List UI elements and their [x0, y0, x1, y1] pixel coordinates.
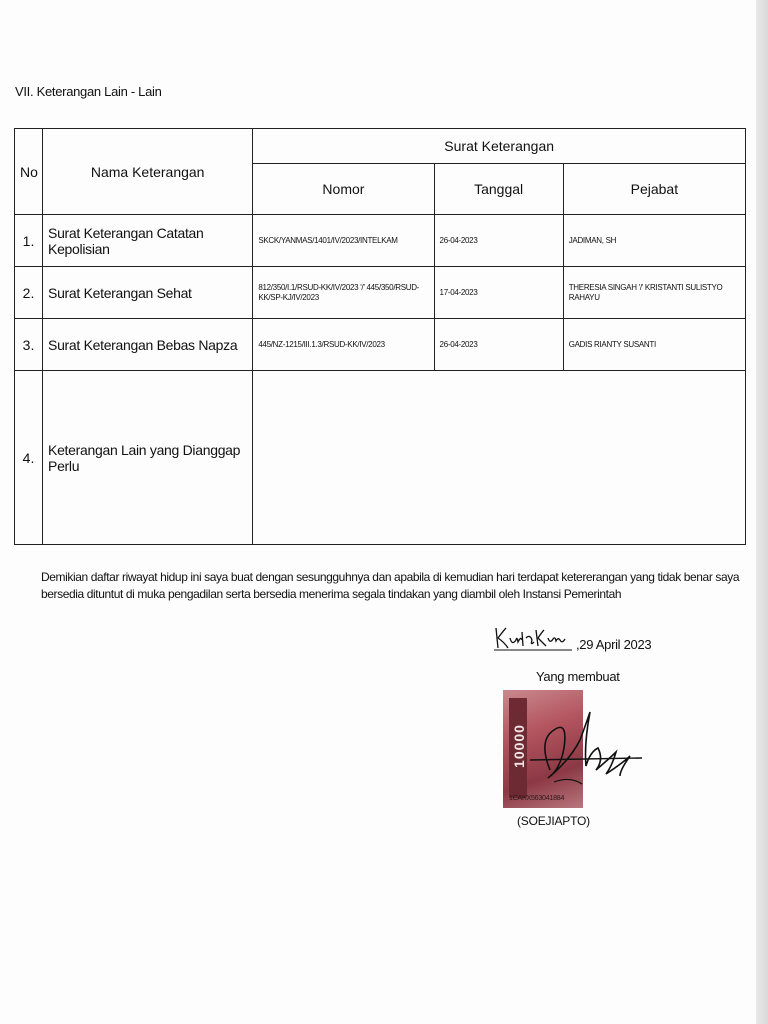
row-no: 2.	[15, 267, 43, 319]
row-nama: Surat Keterangan Bebas Napza	[43, 319, 253, 371]
stamp-serial: 1CAKX563041884	[509, 795, 565, 802]
stamp-value: 10000	[510, 724, 527, 768]
signature	[520, 700, 645, 800]
row-no: 4.	[15, 371, 43, 545]
row-no: 3.	[15, 319, 43, 371]
section-title: VII. Keterangan Lain - Lain	[15, 84, 162, 99]
table-row	[15, 371, 746, 545]
header-nama: Nama Keterangan	[43, 129, 253, 215]
row-empty-cell	[253, 371, 746, 545]
table-row	[15, 267, 746, 319]
row-nomor: SKCK/YANMAS/1401/IV/2023/INTELKAM	[253, 215, 434, 267]
row-pejabat: THERESIA SINGAH '/' KRISTANTI SULISTYO RAHAYU	[563, 267, 745, 319]
keterangan-table	[14, 128, 746, 545]
header-pejabat: Pejabat	[563, 164, 745, 215]
header-surat: Surat Keterangan	[253, 129, 746, 164]
row-pejabat: GADIS RIANTY SUSANTI	[563, 319, 745, 371]
header-tanggal: Tanggal	[434, 164, 563, 215]
header-no: No	[15, 129, 43, 215]
handwritten-place-signature	[492, 624, 574, 652]
row-nama: Keterangan Lain yang Dianggap Perlu	[43, 371, 253, 545]
row-pejabat: JADIMAN, SH	[563, 215, 745, 267]
table-row	[15, 319, 746, 371]
maker-label: Yang membuat	[536, 669, 620, 684]
row-nomor: 445/NZ-1215/III.1.3/RSUD-KK/IV/2023	[253, 319, 434, 371]
header-nomor: Nomor	[253, 164, 434, 215]
row-nomor: 812/350/I.1/RSUD-KK/IV/2023 '/' 445/350/RSUD-KK/SP-KJ/IV/2023	[253, 267, 434, 319]
date-line	[492, 624, 651, 652]
table-row	[15, 215, 746, 267]
date-text: ,29 April 2023	[576, 637, 652, 652]
row-nama: Surat Keterangan Catatan Kepolisian	[43, 215, 253, 267]
row-tanggal: 26-04-2023	[434, 215, 563, 267]
page-edge	[756, 0, 768, 1024]
signer-name: (SOEJIAPTO)	[517, 814, 590, 828]
row-tanggal: 26-04-2023	[434, 319, 563, 371]
row-tanggal: 17-04-2023	[434, 267, 563, 319]
row-no: 1.	[15, 215, 43, 267]
closing-statement: Demikian daftar riwayat hidup ini saya buat dengan sesungguhnya dan apabila di kemudian hari terdapat ketererangan yang tidak benar saya bersedia dituntut di muka pengadilan serta bersedia menerima segala tindakan yang diambil oleh Instansi Pemerintah	[41, 570, 740, 601]
row-nama: Surat Keterangan Sehat	[43, 267, 253, 319]
